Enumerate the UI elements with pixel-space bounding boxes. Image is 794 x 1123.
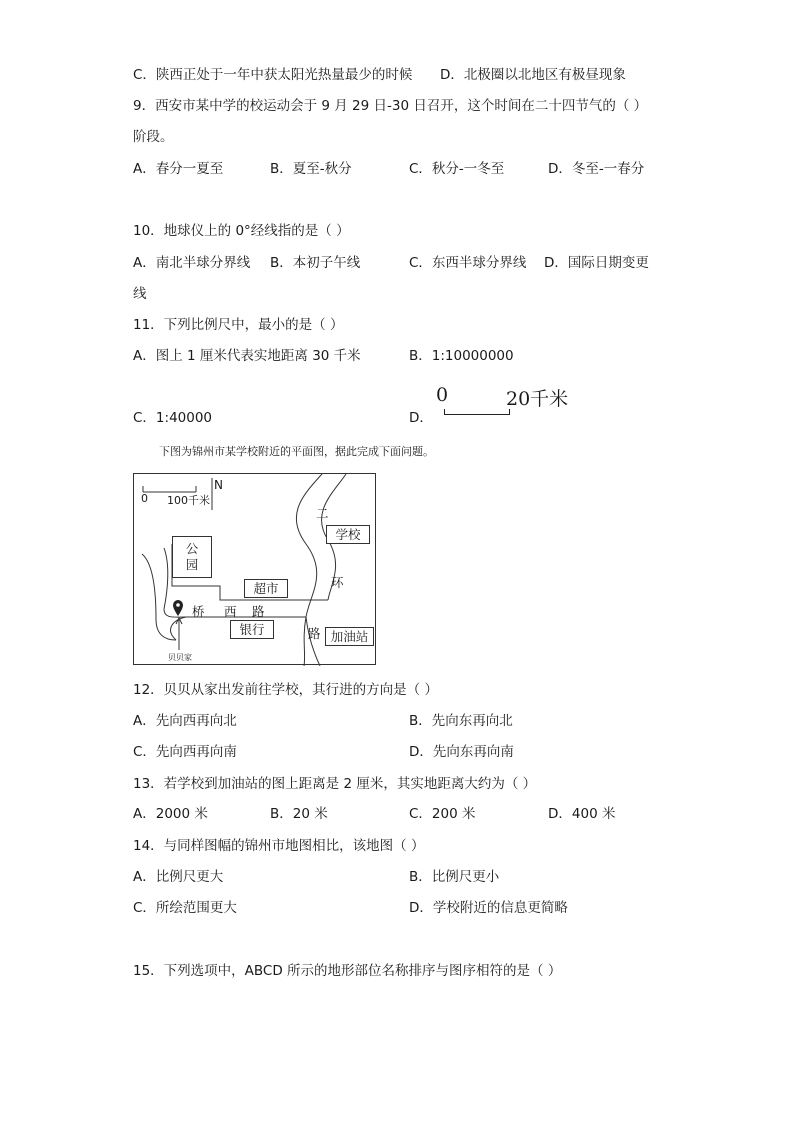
q10-option-c: C．东西半球分界线 — [409, 255, 527, 271]
q12-option-a: A．先向西再向北 — [133, 713, 237, 729]
q9-option-c: C．秋分-一冬至 — [409, 161, 505, 177]
map-home-label: 贝贝家 — [168, 653, 192, 662]
q9-stem: 9．西安市某中学的校运动会于 9 月 29 日-30 日召开，这个时间在二十四节气的（ ） — [133, 98, 648, 114]
q14-option-d: D．学校附近的信息更简略 — [409, 900, 568, 916]
q13-option-c: C．200 米 — [409, 806, 476, 822]
q10-option-b: B．本初子午线 — [270, 255, 361, 271]
map-supermarket: 超市 — [244, 579, 288, 598]
q11-option-c: C．1:40000 — [133, 410, 213, 426]
q11-scale-bar — [436, 384, 576, 418]
q12-option-b: B．先向东再向北 — [409, 713, 513, 729]
map-gas-station: 加油站 — [325, 627, 374, 646]
q13-option-b: B．20 米 — [270, 806, 328, 822]
map-scale-end: 100千米 — [167, 494, 210, 507]
q10-option-d: D．国际日期变更 — [544, 255, 649, 271]
road-label-char: 桥 — [192, 604, 205, 619]
map-bank: 银行 — [230, 620, 274, 639]
q11-option-b: B．1:10000000 — [409, 348, 514, 364]
q14-option-b: B．比例尺更小 — [409, 869, 500, 885]
ring-road-label-char: 路 — [308, 626, 321, 641]
map-caption: 下图为锦州市某学校附近的平面图，据此完成下面问题。 — [159, 445, 434, 458]
q14-stem: 14．与同样图幅的锦州市地图相比，该地图（ ） — [133, 838, 425, 854]
scale-bar-end: 20千米 — [506, 388, 569, 410]
q13-stem: 13．若学校到加油站的图上距离是 2 厘米，其实地距离大约为（ ） — [133, 776, 537, 792]
road-label-char: 西 — [224, 604, 237, 619]
road-label-char: 路 — [252, 604, 265, 619]
map-scale-start: 0 — [141, 492, 148, 505]
ring-road-label-char: 二 — [316, 506, 329, 521]
q13-option-a: A．2000 米 — [133, 806, 208, 822]
q11-option-d: D． — [409, 410, 433, 426]
map-park: 公 园 — [172, 536, 212, 578]
q9-option-b: B．夏至-秋分 — [270, 161, 352, 177]
q8-option-d: D．北极圈以北地区有极昼现象 — [440, 67, 626, 83]
q9-option-a: A．春分一夏至 — [133, 161, 224, 177]
map-school: 学校 — [326, 525, 370, 544]
q14-option-a: A．比例尺更大 — [133, 869, 224, 885]
q14-option-c: C．所绘范围更大 — [133, 900, 237, 916]
q11-option-a: A．图上 1 厘米代表实地距离 30 千米 — [133, 348, 361, 364]
scale-bar-line — [444, 409, 510, 415]
q12-option-c: C．先向西再向南 — [133, 744, 237, 760]
scale-bar-start: 0 — [436, 384, 449, 406]
q15-stem: 15．下列选项中，ABCD 所示的地形部位名称排序与图序相符的是（ ） — [133, 963, 562, 979]
q12-option-d: D．先向东再向南 — [409, 744, 514, 760]
map-north-label: N — [214, 478, 223, 492]
q11-stem: 11．下列比例尺中，最小的是（ ） — [133, 317, 344, 333]
q12-stem: 12．贝贝从家出发前往学校，其行进的方向是（ ） — [133, 682, 438, 698]
q10-option-d-cont: 线 — [133, 286, 147, 302]
q10-stem: 10．地球仪上的 0°经线指的是（ ） — [133, 223, 350, 239]
school-area-map — [133, 473, 376, 665]
ring-road-label-char: 环 — [331, 575, 344, 590]
q10-option-a: A．南北半球分界线 — [133, 255, 251, 271]
q9-stem-cont: 阶段。 — [133, 129, 174, 145]
q9-option-d: D．冬至-一春分 — [548, 161, 645, 177]
q13-option-d: D．400 米 — [548, 806, 616, 822]
q8-option-c: C．陕西正处于一年中获太阳光热量最少的时候 — [133, 67, 413, 83]
